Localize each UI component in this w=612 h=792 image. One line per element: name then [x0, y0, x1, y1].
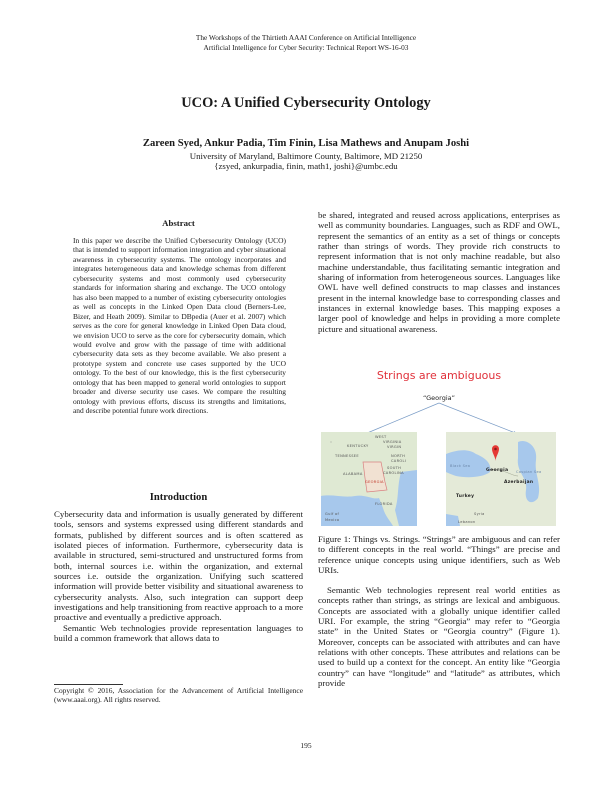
map-label: CAROLI	[391, 459, 407, 463]
map-label: VIRGIN	[387, 445, 402, 449]
figure-1	[318, 365, 560, 527]
right-paragraph-3: Semantic Web technologies represent real world entities as concepts rather than strings, as strings are lexical and ambiguous. Concepts are associated with a globally unique identifier called URI. For example, the string “Georgia” may refer to “Georgia state” in the United States or “Georgia country” (Figure 1). Moreover, concepts can be associated with attributes and can have relations with other concepts. These attributes and relations can be used to build up a context for the concept. An entity like “Georgia country” can have “longitude” and “latitude” as attributes, which provide	[318, 585, 560, 689]
right-column-body	[318, 585, 560, 688]
paper-title: UCO: A Unified Cybersecurity Ontology	[181, 95, 431, 111]
affiliation-block	[0, 151, 612, 171]
introduction-body	[54, 509, 303, 643]
affiliation: University of Maryland, Baltimore County, Baltimore, MD 21250	[189, 151, 423, 161]
map-label: CAROLINA	[383, 471, 404, 475]
map-label: SOUTH	[387, 466, 402, 470]
copyright-footnote: Copyright © 2016, Association for the Advancement of Artificial Intelligence (www.aaai.org). All rights reserved.	[54, 686, 303, 705]
map-label: Lebanon	[458, 520, 476, 524]
map-label: Caspian Sea	[516, 470, 542, 474]
author-list: Zareen Syed, Ankur Padia, Tim Finin, Lisa Mathews and Anupam Joshi	[142, 138, 470, 149]
figure-title: Strings are ambiguous	[376, 369, 502, 382]
map-label: ALABAMA	[343, 472, 363, 476]
map-label: Turkey	[456, 494, 475, 499]
intro-paragraph-2-start: Semantic Web technologies provide representation languages to build a common framework that allows data to	[54, 622, 303, 644]
map-label: FLORIDA	[375, 502, 393, 506]
map-label: Syria	[474, 512, 485, 516]
introduction-heading: Introduction	[149, 492, 208, 503]
right-column-paragraph: be shared, integrated and reused across applications, enterprises as well as community boundaries. Languages, such as RDF and OWL, represent the semantics of an entity as a set of things or concepts rather than strings of words. They provide rich constructs to represent information that is not only machine readable, but also machine understandable, thus facilitating semantic integration and sharing of information from heterogeneous sources. Languages like OWL have well defined constructs to map classes and instances present in the internal knowledge base to corresponding classes and instances in external knowledge bases. This mapping exposes a larger pool of knowledge and helps in providing a more complete picture and situational awareness.	[318, 210, 560, 334]
map-label: WEST	[375, 435, 387, 439]
map-label: NORTH	[391, 454, 406, 458]
abstract-heading: Abstract	[162, 218, 195, 228]
header-line-1: The Workshops of the Thirtieth AAAI Conference on Artificial Intelligence	[195, 33, 417, 42]
caucasus-georgia-map	[446, 432, 556, 526]
page-number: 195	[300, 741, 312, 750]
header-line-2: Artificial Intelligence for Cyber Security: Technical Report WS-16-03	[203, 42, 409, 52]
figure-string-label: “Georgia”	[423, 394, 455, 402]
footnote-divider	[54, 684, 123, 685]
map-label-georgia-state: GEORGIA	[365, 480, 384, 484]
map-label: TENNESSEE	[335, 454, 359, 458]
intro-paragraph-1: Cybersecurity data and information is usually generated by different tools, sensors and systems expressed using different standards and formats, published by different sources and is often scattered as isolated pieces of information. Furthermore, cybersecurity data is available in structured, semi-structured and unstructured forms from both, internal sources i.e. within the organization, and external sources i.e. outside the organization. Unifying such scattered information will provide better visibility and situational awareness to cybersecurity analysts. Also, such integration can support deep investigations and help transitioning from reactive approach to a more proactive and eventually a predictive approach.	[54, 509, 303, 623]
abstract-text: In this paper we describe the Unified Cybersecurity Ontology (UCO) that is intended to support information integration and cyber situational awareness in cybersecurity systems. The ontology incorporates and integrates heterogeneous data and knowledge schemas from different cybersecurity systems and most commonly used cybersecurity standards for information sharing and exchange. The UCO ontology has also been mapped to a number of existing cybersecurity ontologies as well as concepts in the Linked Open Data cloud (Berners-Lee, Bizer, and Heath 2009). Similar to DBpedia (Auer et al. 2007) which serves as the core for general knowledge in Linked Open Data cloud, we envision UCO to serve as the core for cybersecurity domain, which would evolve and grow with the passage of time with additional cybersecurity data sets as they become available. We also present a prototype system and concrete use cases supported by the UCO ontology. To the best of our knowledge, this is the first cybersecurity ontology that has been mapped to general world ontologies to support broader and diverse security use cases. We compare the resulting ontology with previous efforts, discuss its strengths and limitations, and describe potential future work directions.	[73, 236, 286, 416]
figure-1-caption: Figure 1: Things vs. Strings. “Strings” are ambiguous and can refer to different concepts in the real world. “Things” are precise and reference unique concepts using unique identifiers, such as Web URIs.	[318, 534, 560, 576]
map-label: KENTUCKY	[347, 444, 369, 448]
workshop-header	[0, 33, 612, 52]
emails: {zsyed, ankurpadia, finin, math1, joshi}@umbc.edu	[214, 161, 398, 172]
map-label: Mexico	[325, 518, 340, 522]
map-label: Black Sea	[450, 464, 471, 468]
map-label: VIRGINIA	[383, 440, 402, 444]
map-label-georgia-country: Georgia	[486, 468, 509, 473]
map-label: Azerbaijan	[504, 480, 534, 485]
map-label: Gulf of	[325, 512, 340, 516]
us-georgia-map	[321, 432, 417, 526]
